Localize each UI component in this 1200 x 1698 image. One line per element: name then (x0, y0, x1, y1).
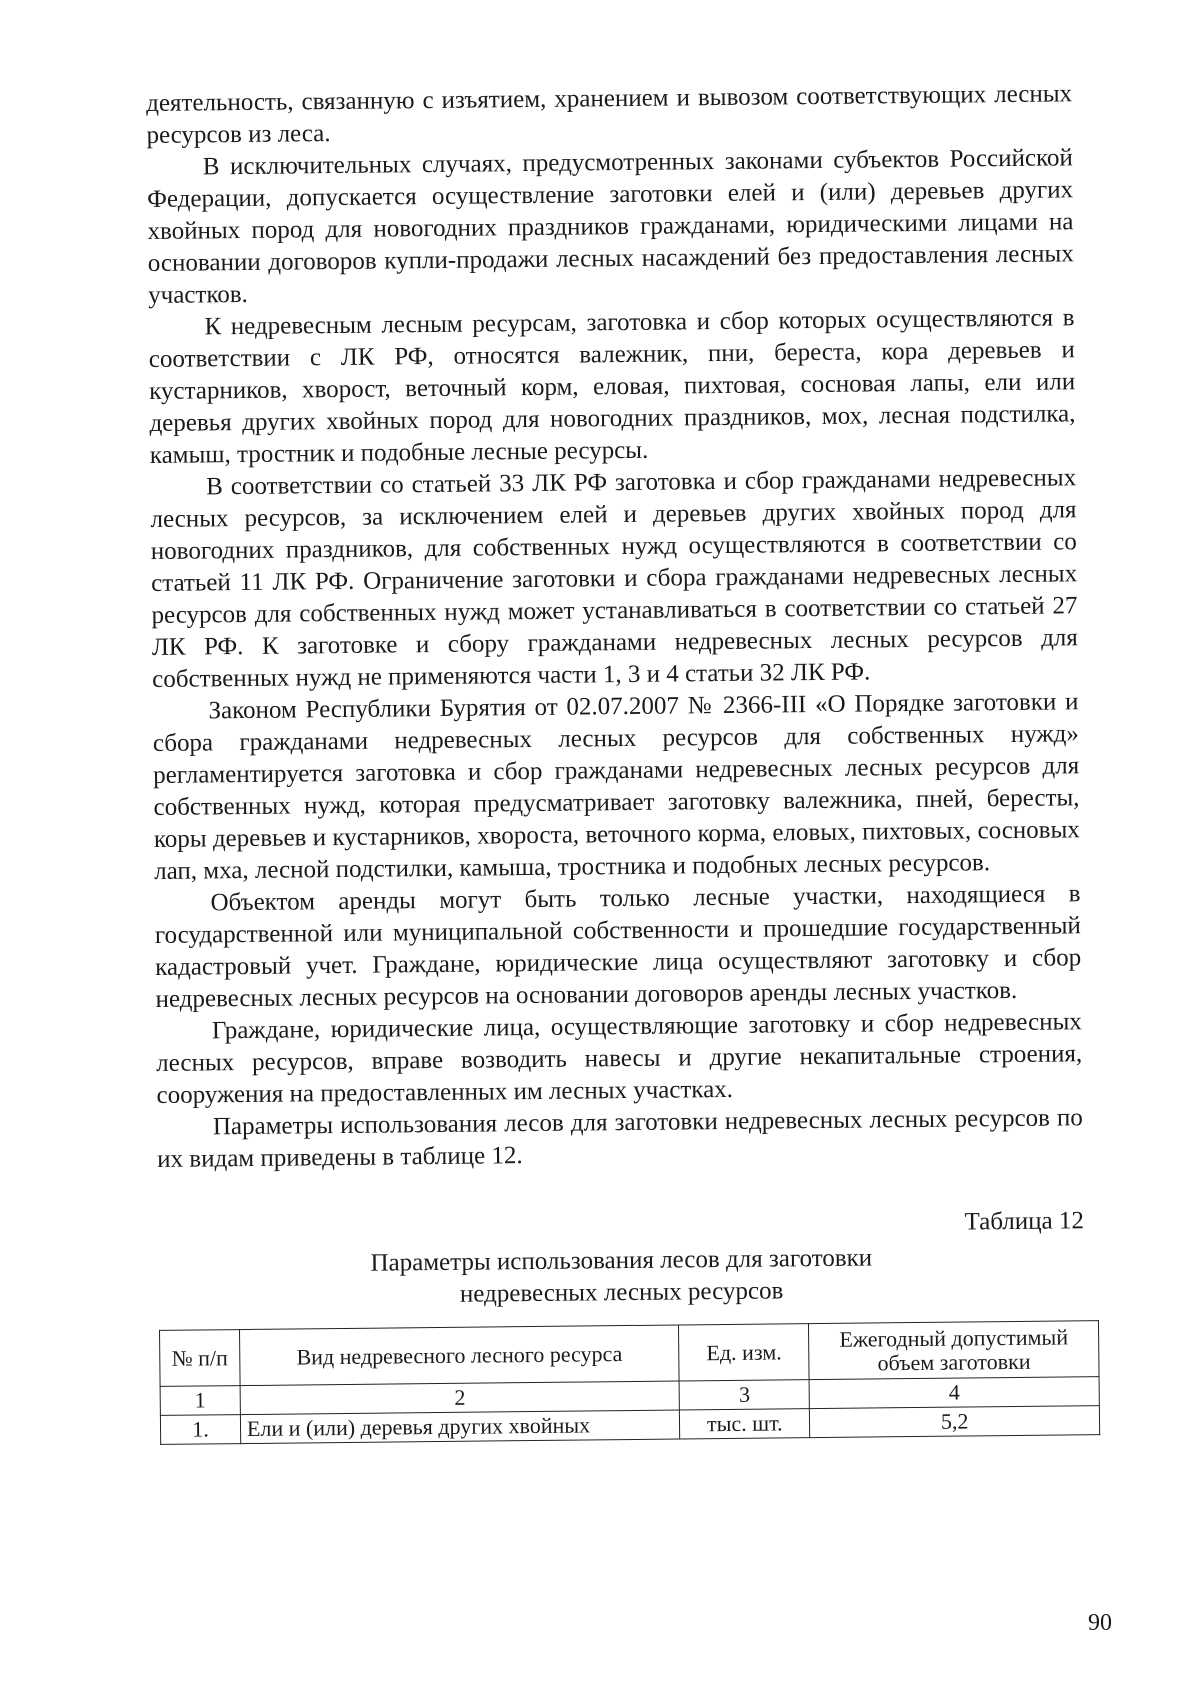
row-volume: 5,2 (810, 1406, 1100, 1438)
resources-table (159, 1320, 1100, 1445)
table-label: Таблица 12 (964, 1207, 1085, 1236)
paragraph-5: Законом Республики Бурятия от 02.07.2007 № 2366-III «О Порядке заготовки и сбора гражданами недревесных лесных ресурсов для собственных нужд» регламентируется заготовка и сбор гражданами недревесных лесных ресурсов для собственных нужд, которая предусматривает заготовку валежника, пней, бересты, коры деревьев и кустарников, хвороста, веточного корма, еловых, пихтовых, сосновых лап, мха, лесной подстилки, камыша, тростника и подобных лесных ресурсов. (152, 688, 1080, 885)
col-number-4: 4 (809, 1377, 1099, 1409)
col-number-3: 3 (679, 1380, 809, 1410)
paragraph-7: Граждане, юридические лица, осуществляющие заготовку и сбор недревесных лесных ресурсов, вправе возводить навесы и другие некапитальные строения, сооружения на предоставленных им лесных участках. (156, 1008, 1083, 1109)
paragraph-8: Параметры использования лесов для заготовки недревесных лесных ресурсов по их видам приведены в таблице 12. (157, 1104, 1083, 1173)
paragraph-6: Объектом аренды могут быть только лесные участки, находящиеся в государственной или муниципальной собственности и прошедшие государственный кадастровый учет. Граждане, юридические лица осуществляют заготовку и сбор недревесных лесных ресурсов на основании договоров аренды лесных участков. (154, 880, 1082, 1013)
table-title-line-1: Параметры использования лесов для заготовки (370, 1244, 873, 1277)
page-content (146, 78, 1086, 1445)
table-title (158, 1240, 1085, 1314)
paragraph-1: деятельность, связанную с изъятием, хранением и вывозом соответствующих лесных ресурсов из леса. (146, 80, 1073, 149)
table-title-line-2: недревесных лесных ресурсов (459, 1277, 784, 1308)
header-num: № п/п (160, 1330, 240, 1387)
col-number-1: 1 (160, 1386, 240, 1416)
row-kind: Ели и (или) деревья других хвойных (240, 1410, 680, 1444)
paragraph-2: В исключительных случаях, предусмотренных законами субъектов Российской Федерации, допускается осуществление заготовки елей и (или) деревьев других хвойных пород для новогодних праздников гражданами, юридическими лицами на основании договоров купли-продажи лесных насаждений без предоставления лесных участков. (147, 144, 1074, 309)
paragraph-3: К недревесным лесным ресурсам, заготовка и сбор которых осуществляются в соответствии с ЛК РФ, относятся валежник, пни, береста, кора деревьев и кустарников, хворост, веточный корм, еловая, пихтовая, сосновая лапы, ели или деревья других хвойных пород для новогодних праздников, мох, лесная подстилка, камыш, тростник и подобные лесные ресурсы. (148, 304, 1076, 469)
page-number: 90 (1088, 1610, 1112, 1636)
header-kind: Вид недревесного лесного ресурса (239, 1325, 679, 1386)
row-num: 1. (160, 1415, 240, 1445)
header-unit: Ед. изм. (679, 1324, 809, 1381)
row-unit: тыс. шт. (680, 1409, 810, 1439)
table-header-row (160, 1321, 1100, 1387)
paragraph-4: В соответствии со статьей 33 ЛК РФ заготовка и сбор гражданами недревесных лесных ресурсов, за исключением елей и деревьев других хвойных пород для новогодних праздников, для собственных нужд осуществляются в соответствии со статьей 11 ЛК РФ. Ограничение заготовки и сбора гражданами недревесных лесных ресурсов для собственных нужд может устанавливаться в соответствии со статьей 27 ЛК РФ. К заготовке и сбору гражданами недревесных лесных ресурсов для собственных нужд не применяются части 1, 3 и 4 статьи 32 ЛК РФ. (150, 464, 1078, 693)
col-number-2: 2 (240, 1381, 680, 1415)
header-volume: Ежегодный допустимый объем заготовки (809, 1321, 1099, 1380)
